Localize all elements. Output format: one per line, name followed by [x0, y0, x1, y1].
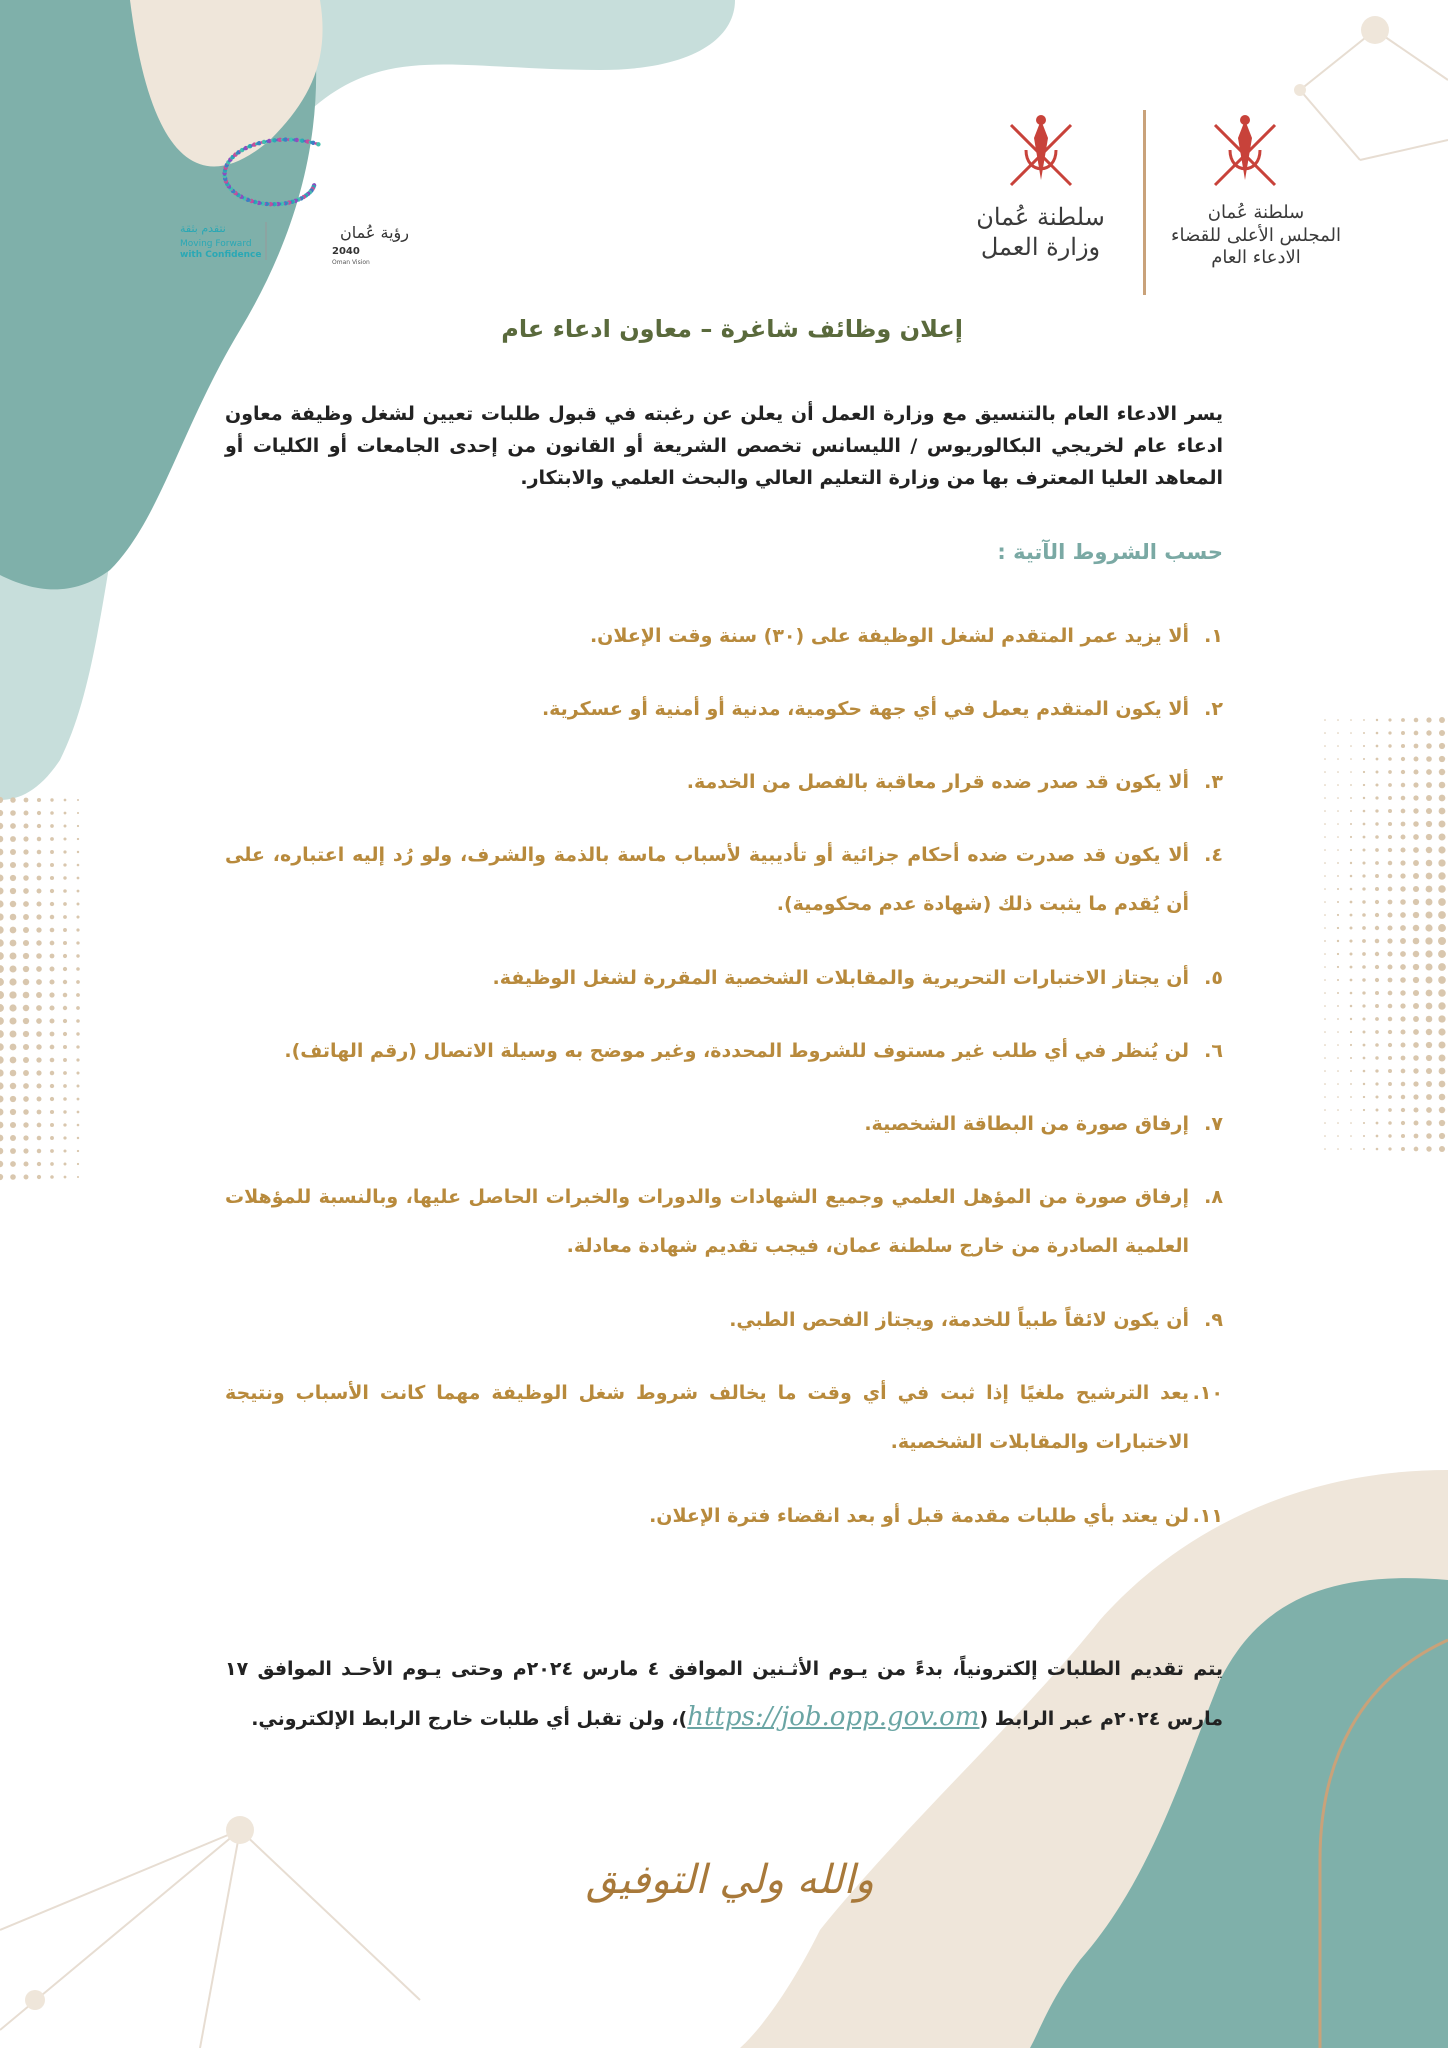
- condition-number: ٤.: [1204, 844, 1223, 866]
- council-logo-line2: المجلس الأعلى للقضاء: [1171, 224, 1341, 246]
- condition-item: [225, 1369, 1223, 1467]
- condition-item: [225, 1296, 1223, 1345]
- condition-number: ١.: [1204, 625, 1223, 647]
- condition-item: [225, 954, 1223, 1003]
- vision-slogan-en-2: with Confidence: [180, 250, 262, 260]
- condition-text: لن يعتد بأي طلبات مقدمة قبل أو بعد انقضاء فترة الإعلان.: [649, 1505, 1189, 1527]
- oman-emblem-icon: [996, 110, 1086, 200]
- condition-item: [225, 831, 1223, 929]
- logo-divider: [1143, 110, 1146, 295]
- ministry-logo-line1: سلطنة عُمان: [976, 203, 1105, 231]
- condition-text: لن يُنظر في أي طلب غير مستوف للشروط المحددة، وغير موضح به وسيلة الاتصال (رقم الهاتف).: [284, 1040, 1189, 1062]
- condition-number: ١٠.: [1192, 1382, 1223, 1404]
- council-logo-text: [1156, 202, 1356, 270]
- condition-text: ألا يكون قد صدر ضده قرار معاقبة بالفصل من الخدمة.: [686, 771, 1189, 793]
- vision-title-ar: رؤية عُمان: [340, 223, 409, 242]
- submission-text-after: )، ولن تقبل أي طلبات خارج الرابط الإلكتروني.: [251, 1708, 688, 1730]
- condition-item: [225, 685, 1223, 734]
- condition-item: [225, 1027, 1223, 1076]
- condition-text: ألا يزيد عمر المتقدم لشغل الوظيفة على (٣٠) سنة وقت الإعلان.: [589, 625, 1189, 647]
- council-logo-line3: الادعاء العام: [1211, 247, 1301, 268]
- condition-text: يعد الترشيح ملغيًا إذا ثبت في أي وقت ما يخالف شروط شغل الوظيفة مهما كانت الأسباب ونتيجة الاختبارات والمقابلات الشخصية.: [225, 1382, 1189, 1453]
- condition-number: ٦.: [1204, 1040, 1223, 1062]
- condition-text: ألا يكون المتقدم يعمل في أي جهة حكومية، مدنية أو أمنية أو عسكرية.: [541, 698, 1189, 720]
- ministry-logo-line2: وزارة العمل: [980, 233, 1101, 261]
- conditions-heading: حسب الشروط الآتية :: [997, 540, 1223, 564]
- condition-number: ٣.: [1204, 771, 1223, 793]
- vision-slogan-en-1: Moving Forward: [180, 239, 252, 249]
- condition-number: ٥.: [1204, 967, 1223, 989]
- vision-slogan-ar: نتقدم بثقة: [180, 222, 226, 235]
- intro-paragraph: يسر الادعاء العام بالتنسيق مع وزارة العمل أن يعلن عن رغبته في قبول طلبات تعيين لشغل وظيفة معاون ادعاء عام لخريجي البكالوريوس / الليسانس تخصص الشريعة أو القانون من إحدى الجامعات أو الكليات أو المعاهد العليا المعترف بها من وزارة التعليم العالي والبحث العلمي والابتكار.: [225, 403, 1223, 489]
- application-link[interactable]: https://job.opp.gov.om: [687, 1702, 980, 1732]
- condition-text: أن يكون لائقاً طبياً للخدمة، ويجتاز الفحص الطبي.: [729, 1309, 1189, 1331]
- condition-text: إرفاق صورة من البطاقة الشخصية.: [864, 1113, 1189, 1135]
- vision-year: 2040: [332, 246, 360, 257]
- condition-text: ألا يكون قد صدرت ضده أحكام جزائية أو تأديبية لأسباب ماسة بالذمة والشرف، ولو رُد إليه اعتباره، على أن يُقدم ما يثبت ذلك (شهادة عدم محكومية).: [225, 844, 1189, 915]
- condition-number: ٢.: [1204, 698, 1223, 720]
- submission-paragraph: [225, 1645, 1223, 1743]
- submission-text-before: يتم تقديم الطلبات إلكترونياً، بدءً من يـوم الأثـنين الموافق ٤ مارس ٢٠٢٤م وحتى يـوم الأحـد الموافق ١٧ مارس ٢٠٢٤م عبر الرابط (: [225, 1658, 1223, 1730]
- condition-item: [225, 1100, 1223, 1149]
- condition-number: ٩.: [1204, 1309, 1223, 1331]
- ministry-logo-text: [943, 202, 1138, 262]
- condition-number: ٧.: [1204, 1113, 1223, 1135]
- oman-vision-2040-logo: [180, 130, 440, 270]
- vision-en: Oman Vision: [332, 259, 370, 266]
- oman-emblem-icon: [1200, 110, 1290, 200]
- condition-item: [225, 758, 1223, 807]
- condition-number: ٨.: [1204, 1186, 1223, 1208]
- condition-number: ١١.: [1192, 1505, 1223, 1527]
- condition-text: إرفاق صورة من المؤهل العلمي وجميع الشهادات والدورات والخبرات الحاصل عليها، وبالنسبة للمؤهلات العلمية الصادرة من خارج سلطنة عمان، فيجب تقديم شهادة معادلة.: [225, 1186, 1189, 1257]
- closing-calligraphy: والله ولي التوفيق: [585, 1857, 875, 1903]
- condition-text: أن يجتاز الاختبارات التحريرية والمقابلات الشخصية المقررة لشغل الوظيفة.: [492, 967, 1189, 989]
- condition-item: [225, 612, 1223, 661]
- official-logos: [938, 110, 1358, 310]
- condition-item: [225, 1173, 1223, 1271]
- council-logo-line1: سلطنة عُمان: [1207, 202, 1305, 223]
- condition-item: [225, 1492, 1223, 1541]
- announcement-title: إعلان وظائف شاغرة – معاون ادعاء عام: [501, 315, 963, 343]
